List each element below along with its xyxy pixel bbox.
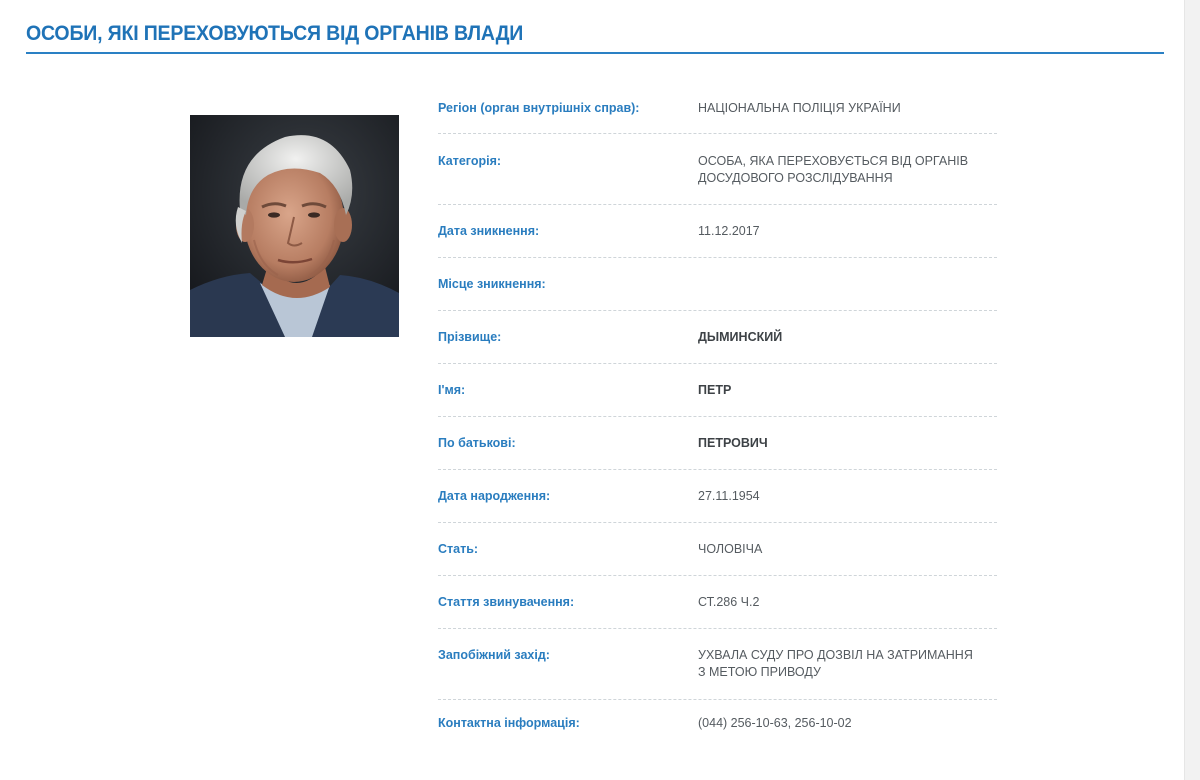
field-region (438, 80, 997, 134)
person-photo-icon (190, 115, 399, 337)
field-missing-date (438, 205, 997, 258)
field-contact-info (438, 700, 997, 760)
field-label: Запобіжний захід: (438, 648, 550, 662)
field-missing-place (438, 258, 997, 311)
field-label: Прізвище: (438, 330, 502, 344)
field-value: УХВАЛА СУДУ ПРО ДОЗВІЛ НА ЗАТРИМАННЯ З МЕТОЮ ПРИВОДУ (698, 648, 973, 679)
page-title: ОСОБИ, ЯКІ ПЕРЕХОВУЮТЬСЯ ВІД ОРГАНІВ ВЛАДИ (26, 22, 524, 45)
field-value: 27.11.1954 (698, 489, 760, 503)
field-patronymic (438, 417, 997, 470)
field-label: І'мя: (438, 383, 466, 397)
field-surname (438, 311, 997, 364)
field-preventive-measure (438, 629, 997, 700)
field-label: Стаття звинувачення: (438, 595, 575, 609)
field-value: ДЫМИНСКИЙ (698, 330, 783, 344)
field-charge-article (438, 576, 997, 629)
field-value: (044) 256-10-63, 256-10-02 (698, 716, 852, 730)
field-label: Стать: (438, 542, 479, 556)
field-value: ЧОЛОВІЧА (698, 542, 763, 556)
field-value: 11.12.2017 (698, 224, 760, 238)
field-label: По батькові: (438, 436, 516, 450)
field-birth-date (438, 470, 997, 523)
title-divider (26, 52, 1164, 54)
field-label: Контактна інформація: (438, 716, 580, 730)
field-sex (438, 523, 997, 576)
field-value: НАЦІОНАЛЬНА ПОЛІЦІЯ УКРАЇНИ (698, 101, 901, 115)
field-label: Дата зникнення: (438, 224, 540, 238)
field-label: Дата народження: (438, 489, 551, 503)
field-value: ОСОБА, ЯКА ПЕРЕХОВУЄТЬСЯ ВІД ОРГАНІВ ДОСУДОВОГО РОЗСЛІДУВАННЯ (698, 154, 969, 185)
page-scroll-edge (1184, 0, 1200, 780)
field-first-name (438, 364, 997, 417)
field-category (438, 134, 997, 205)
field-value: ПЕТРОВИЧ (698, 436, 768, 450)
person-photo (190, 115, 399, 337)
field-label: Регіон (орган внутрішніх справ): (438, 101, 640, 115)
person-details (438, 80, 997, 760)
field-value: ПЕТР (698, 383, 732, 397)
field-value: СТ.286 Ч.2 (698, 595, 760, 609)
field-label: Категорія: (438, 154, 502, 168)
field-label: Місце зникнення: (438, 277, 546, 291)
